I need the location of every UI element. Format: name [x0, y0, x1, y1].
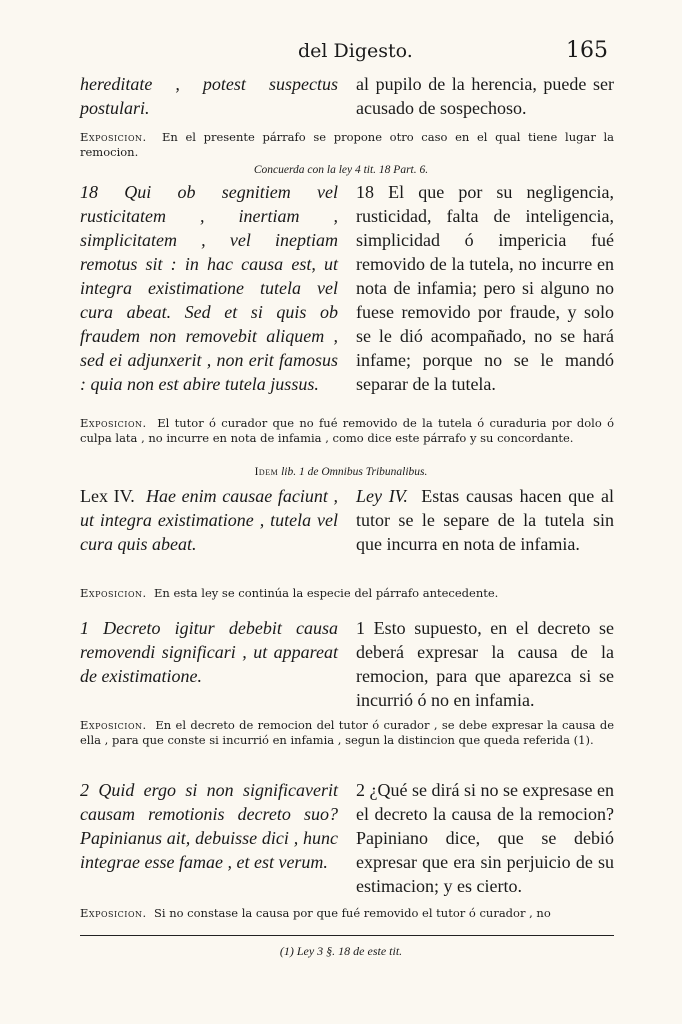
- exposicion-label: Exposicion.: [80, 586, 147, 600]
- spanish-text: 1 Esto supuesto, en el decreto se deberá expresar la causa de la remocion, para que aparezca si se incurrió ó no en infamia.: [356, 618, 614, 710]
- exposicion-label: Exposicion.: [80, 416, 147, 430]
- reference-label: Idem: [254, 466, 279, 478]
- concordance-reference-2: [0, 466, 682, 478]
- spanish-text: 2 ¿Qué se dirá si no se expresase en el decreto la causa de la remocion? Papiniano dice, que se debió expresar que era sin perjuicio de su estimacion; y es cierto.: [356, 780, 614, 896]
- spanish-text: [356, 484, 614, 556]
- latin-text: 18 Qui ob segnitiem vel rusticitatem , inertiam , simplicitatem , vel ineptiam remotus sit : in hac causa est, ut integra existimatione tutela vel cura abeat. Sed et si quis ob fraudem non removebit aliquem , sed ei adjunxerit , non erit famosus : quia non est abire tutela jussus.: [80, 182, 338, 394]
- latin-lex-body: Hae enim causae faciunt , ut integra existimatione , tutela vel cura quis abeat.: [80, 486, 338, 554]
- latin-lex-label: Lex IV.: [80, 486, 135, 506]
- exposicion-text: En esta ley se continúa la especie del párrafo antecedente.: [153, 586, 499, 600]
- exposicion-label: Exposicion.: [80, 906, 147, 920]
- page-number: 165: [566, 38, 608, 63]
- exposicion-text: En el decreto de remocion del tutor ó curador , se debe expresar la causa de ella , para que conste si incurrió en infamia , segun la distincion que queda referida (1).: [80, 718, 614, 747]
- exposicion-label: Exposicion.: [80, 130, 147, 144]
- spanish-ley-body: Estas causas hacen que al tutor se le separe de la tutela sin que incurra en nota de infamia.: [356, 486, 614, 554]
- latin-text: 2 Quid ergo si non significaverit causam remotionis decreto suo? Papinianus ait, debuisse dici , hunc integrae esse famae , et est verum.: [80, 780, 338, 872]
- exposicion-text: El tutor ó curador que no fué removido de la tutela ó curaduria por dolo ó culpa lata , no incurre en nota de infamia , como dice este párrafo y su concordante.: [80, 416, 614, 445]
- concordance-reference-1: Concuerda con la ley 4 tit. 18 Part. 6.: [253, 164, 429, 176]
- latin-text: hereditate , potest suspectus postulari.: [80, 74, 338, 118]
- header-title: del Digesto.: [298, 40, 413, 62]
- footnote-divider: [80, 935, 614, 936]
- exposicion-1: [80, 130, 614, 160]
- spanish-text: al pupilo de la herencia, puede ser acusado de sospechoso.: [356, 74, 614, 118]
- exposicion-text: Si no constase la causa por que fué removido el tutor ó curador , no: [153, 906, 551, 920]
- exposicion-3: [80, 586, 614, 601]
- footnote: (1) Ley 3 §. 18 de este tit.: [279, 944, 403, 958]
- spanish-ley-label: Ley IV.: [356, 486, 408, 506]
- reference-text: lib. 1 de Omnibus Tribunalibus.: [281, 466, 428, 478]
- exposicion-text: En el presente párrafo se propone otro caso en el qual tiene lugar la remocion.: [80, 130, 615, 159]
- latin-text: [80, 484, 338, 556]
- exposicion-5: [80, 906, 614, 921]
- latin-text: 1 Decreto igitur debebit causa removendi significari , ut appareat de existimatione.: [80, 618, 338, 686]
- exposicion-2: [80, 416, 614, 446]
- exposicion-4: [80, 718, 614, 748]
- running-header: [0, 40, 682, 64]
- exposicion-label: Exposicion.: [80, 718, 147, 732]
- spanish-text: 18 El que por su negligencia, rusticidad, falta de inteligencia, simplicidad ó impericia fué removido de la tutela, no incurre en nota de infamia; pero si alguno no fuese removido por fraude, y solo se le dió acompañado, no se hará infame; porque no se le mandó separar de la tutela.: [356, 182, 614, 394]
